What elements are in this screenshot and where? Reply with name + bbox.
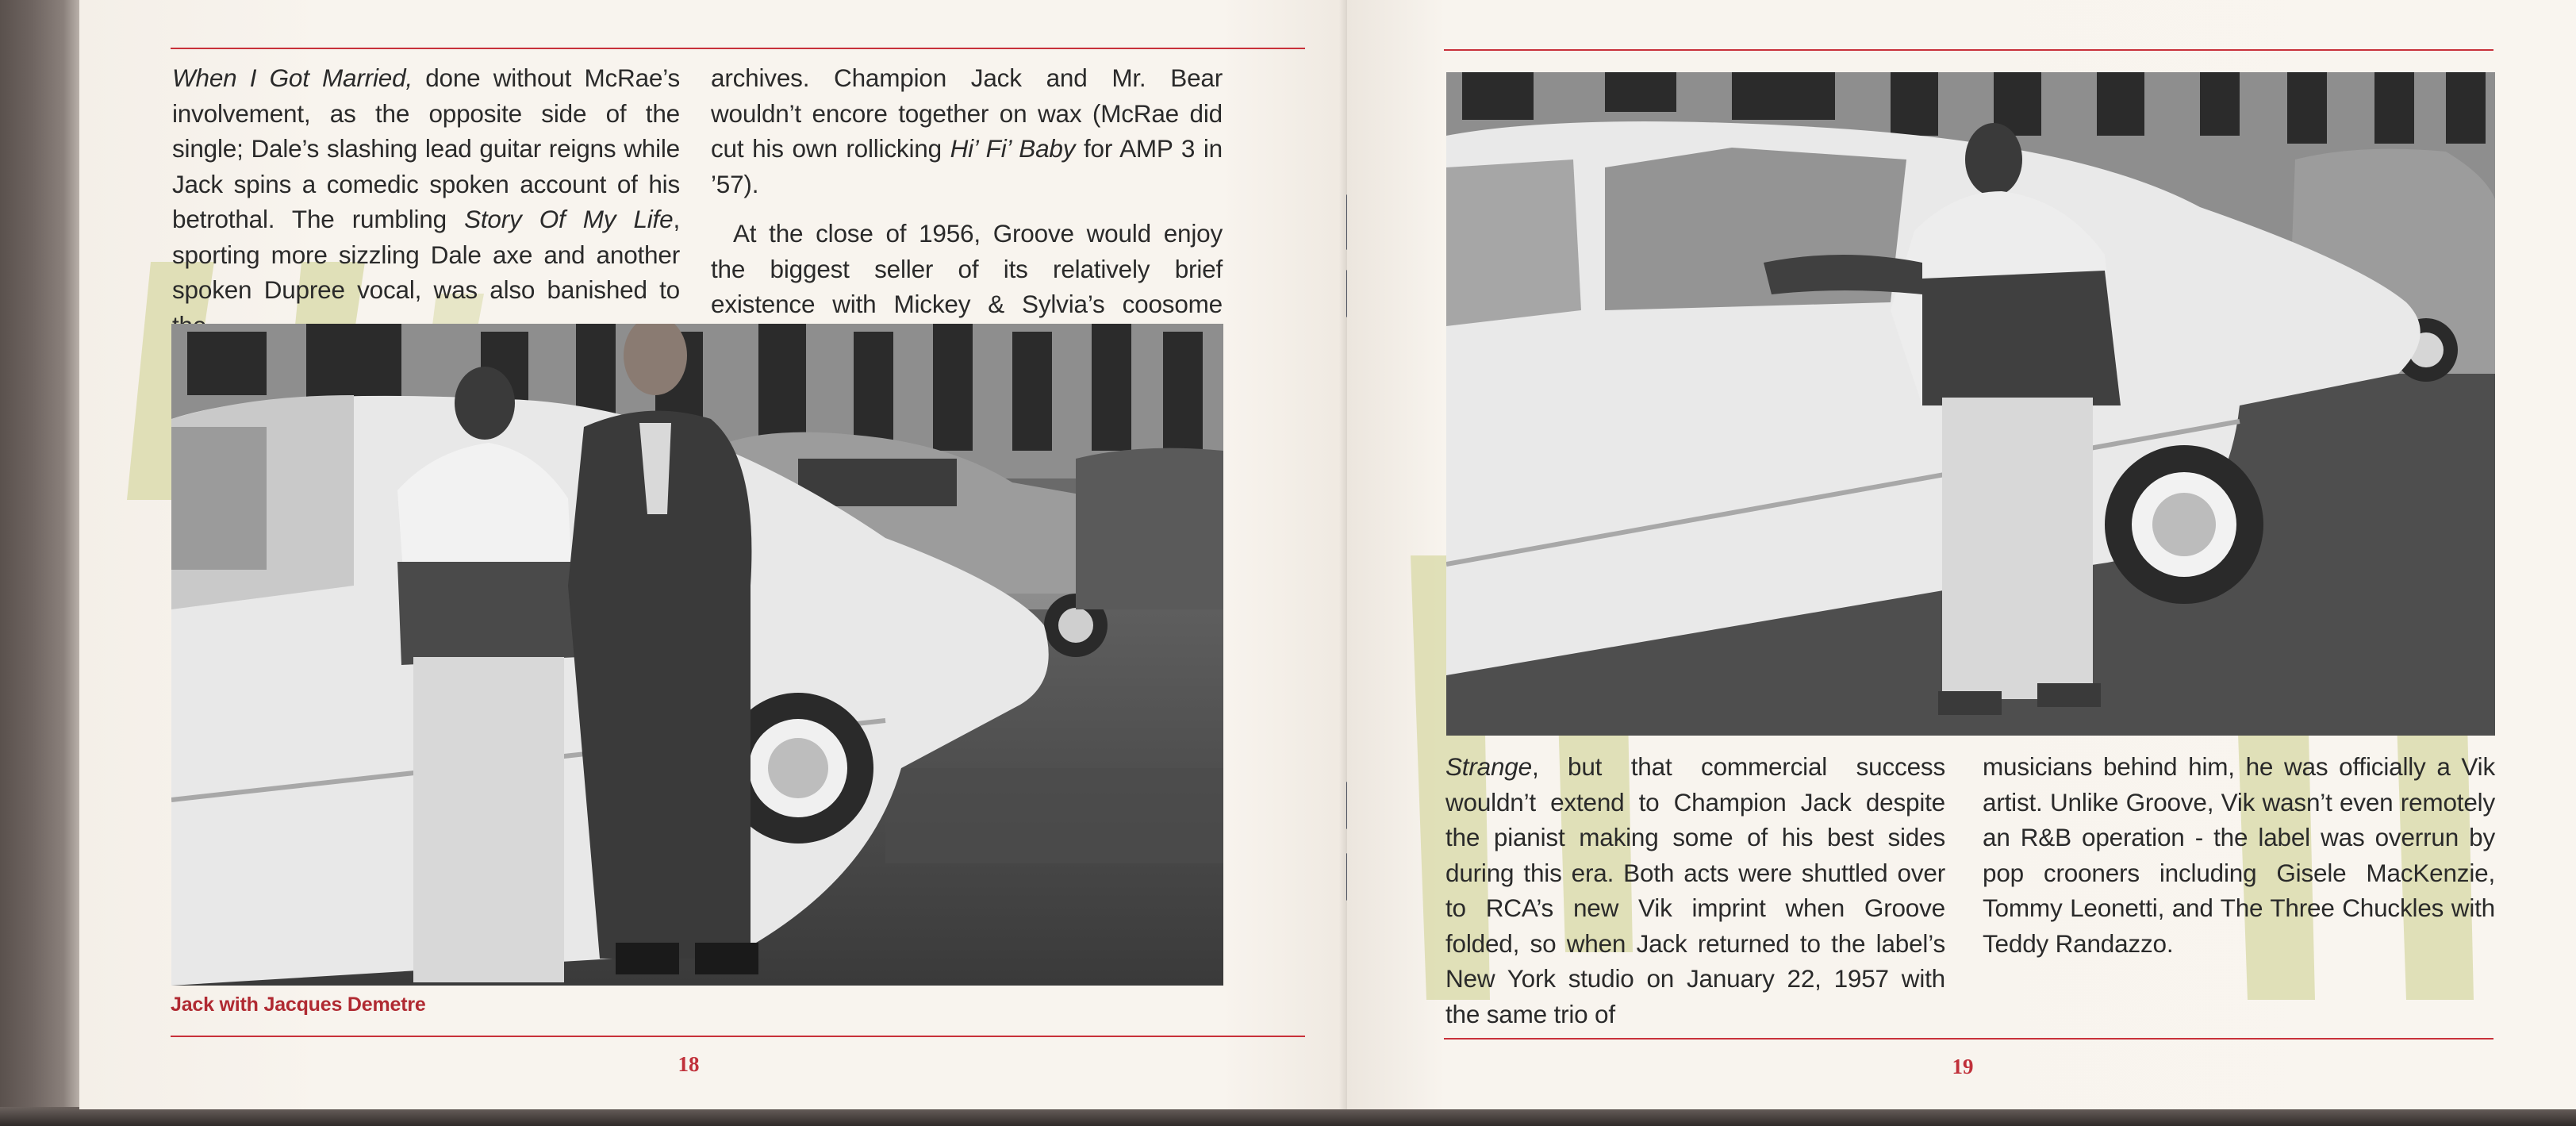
left-page [79,0,1347,1109]
bottom-rule-right [1444,1038,2493,1040]
italic-title: When I Got Married, [172,63,413,92]
bottom-rule-left [171,1036,1305,1037]
right-page [1347,0,2576,1109]
text-run: done without McRae’s involvement, as the opposite side of the single; Dale’s slashing lead guitar reigns while Jack spins a comedic spoken account of his betrothal. The rumbling [172,63,680,233]
page-number-right: 19 [1952,1055,1974,1078]
top-rule-right [1444,49,2493,51]
book-edge-shadow [0,0,79,1126]
italic-title: Story Of My Life [464,205,674,233]
photo-jack-with-jacques-demetre [171,324,1223,986]
left-column-1 [172,60,680,343]
table-surface [0,1107,2576,1126]
italic-title: Strange [1445,752,1532,781]
paragraph [711,60,1223,202]
paragraph [172,60,680,343]
right-column-1 [1445,749,1945,1032]
text-run: , but that commercial success wouldn’t extend to Champion Jack despite the pianist making some of his best sides during this era. Both acts were shuttled over to RCA’s new Vik imprint when Groove folded, so when Jack returned to the label’s New York studio on January 22, 1957 with the same trio of [1445,752,1945,1028]
top-rule-left [171,48,1305,49]
right-column-2 [1983,749,2495,961]
text-run: , sporting more sizzling Dale axe and another spoken Dupree vocal, was also banished to [172,205,680,304]
paragraph [1983,749,2495,961]
photo-jack-by-car [1446,72,2495,736]
text-run: At the close of 1956, Groove would enjoy the biggest seller of its relatively brief existence with Mickey & Sylvia’s coosome [711,219,1223,318]
left-column-2 [711,60,1223,357]
text-run: musicians behind him, he was officially a Vik artist. Unlike Groove, Vik wasn’t even remotely an R&B operation - the label was overrun by pop crooners including Gisele MacKenzie, Tommy Leonetti, and The Three Chuckles with Teddy Randazzo. [1983,752,2495,958]
text-run: for AMP 3 in ’57). [711,134,1223,198]
text-run: archives. Champion Jack and Mr. Bear wouldn’t encore together on wax (McRae did cut his own rollicking [711,63,1223,163]
paragraph [1445,749,1945,1032]
page-number-left: 18 [678,1052,700,1076]
italic-title: Hi’ Fi’ Baby [950,134,1076,163]
photo-caption: Jack with Jacques Demetre [171,993,426,1016]
